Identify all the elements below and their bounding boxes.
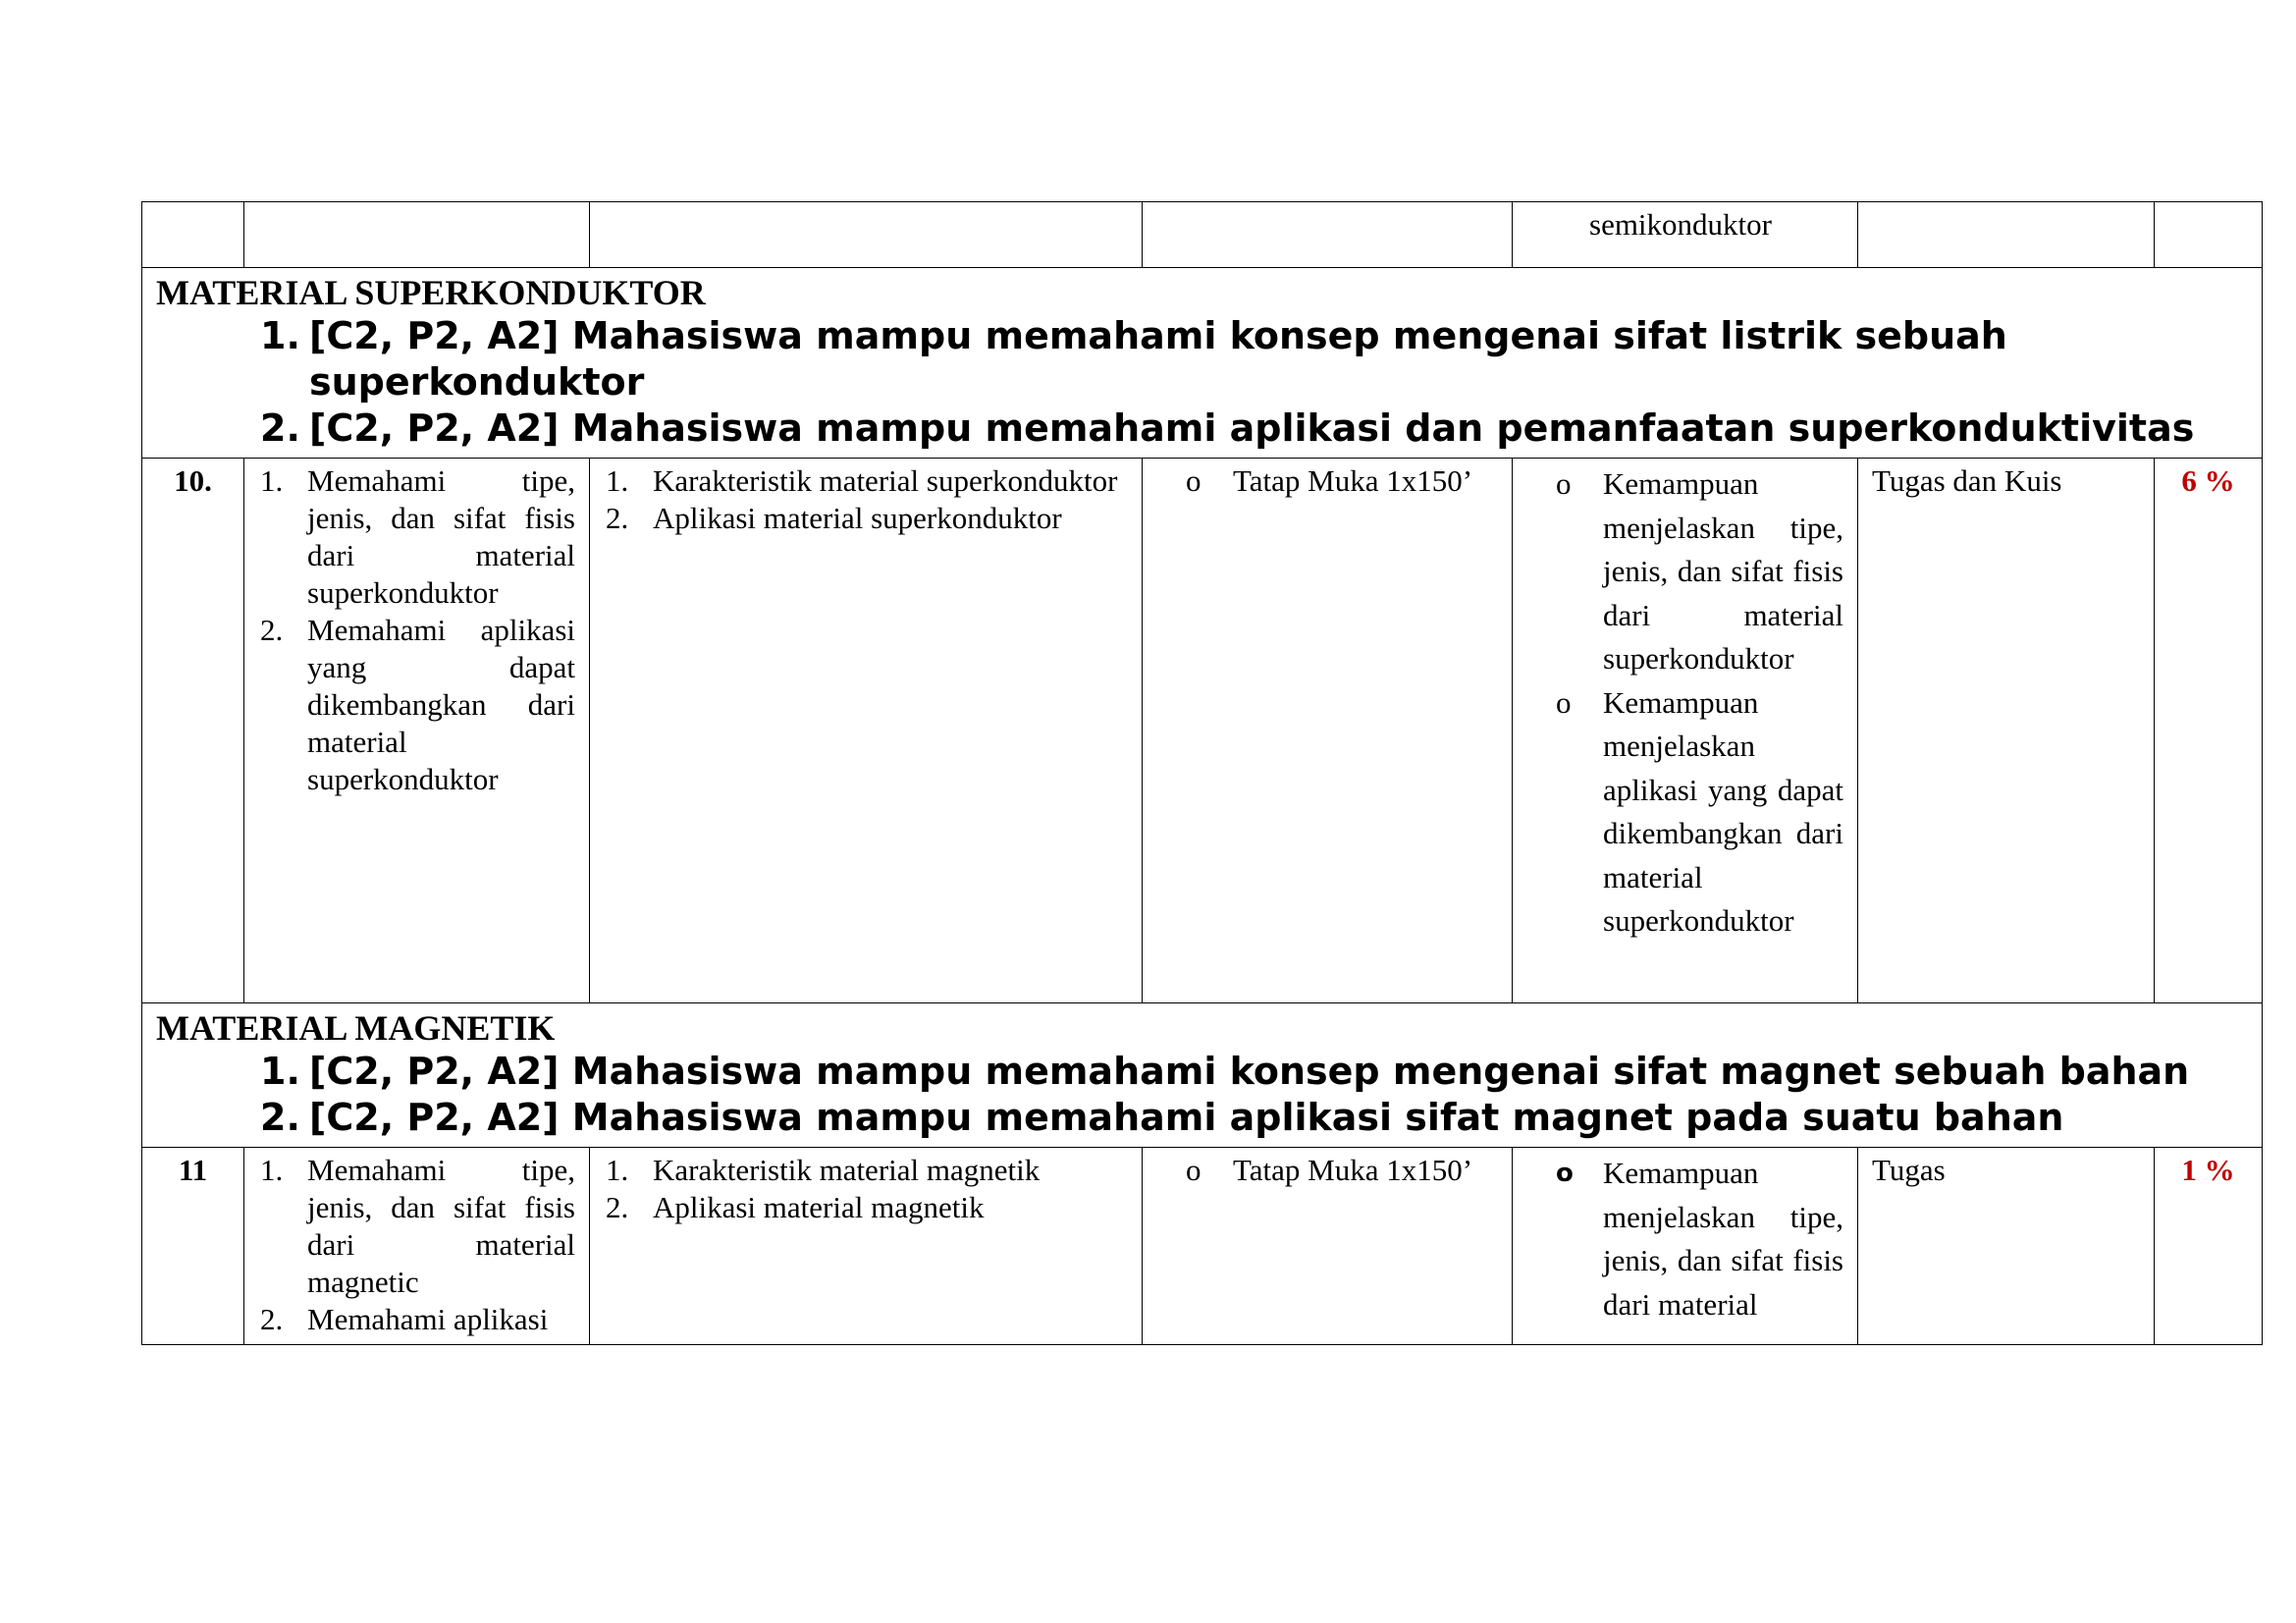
indicator-item: o Kemampuan menjelaskan tipe, jenis, dan sifat fisis dari material superkonduktor — [1526, 462, 1843, 681]
assessment-cell: Tugas — [1858, 1148, 2155, 1345]
table-row-week-10 — [142, 459, 2263, 1003]
ability-item: Memahami aplikasi yang dapat dikembangkan dari material superkonduktor — [307, 613, 575, 796]
indicator-item: o Kemampuan menjelaskan aplikasi yang dapat dikembangkan dari material superkonduktor — [1526, 681, 1843, 944]
method-item: o Tatap Muka 1x150’ — [1156, 462, 1498, 500]
material-cell — [590, 1148, 1143, 1345]
method-cell — [1143, 202, 1513, 268]
table-row-week-11 — [142, 1148, 2263, 1345]
section-title: MATERIAL SUPERKONDUKTOR — [156, 273, 706, 312]
week-cell — [142, 202, 244, 268]
continued-row — [142, 202, 2263, 268]
material-item: Aplikasi material magnetik — [653, 1190, 985, 1224]
ability-item: Memahami aplikasi — [307, 1302, 549, 1336]
indicator-cell — [1513, 459, 1858, 1003]
objective-item: [C2, P2, A2] Mahasiswa mampu memahami konsep mengenai sifat magnet sebuah bahan — [309, 1050, 2190, 1093]
assessment-cell: Tugas dan Kuis — [1858, 459, 2155, 1003]
section-title: MATERIAL MAGNETIK — [156, 1008, 556, 1048]
objective-list — [156, 1049, 2248, 1141]
section-header-superkonduktor — [142, 268, 2263, 459]
objective-item: [C2, P2, A2] Mahasiswa mampu memahami aplikasi dan pemanfaatan superkonduktivitas — [309, 406, 2195, 450]
indicator-cell — [1513, 1148, 1858, 1345]
indicator-text: semikonduktor — [1589, 207, 1772, 242]
method-cell — [1143, 459, 1513, 1003]
material-item: Aplikasi material superkonduktor — [653, 501, 1062, 535]
material-cell — [590, 202, 1143, 268]
weight-cell — [2155, 202, 2263, 268]
method-cell — [1143, 1148, 1513, 1345]
objective-item: [C2, P2, A2] Mahasiswa mampu memahami konsep mengenai sifat listrik sebuah superkonduktor — [309, 314, 2007, 404]
objective-list — [156, 313, 2248, 452]
indicator-cell — [1513, 202, 1858, 268]
week-number: 11 — [142, 1148, 244, 1345]
ability-cell — [244, 1148, 590, 1345]
material-item: Karakteristik material magnetik — [653, 1153, 1041, 1187]
ability-item: Memahami tipe, jenis, dan sifat fisis dari material superkonduktor — [307, 463, 575, 610]
objective-item: [C2, P2, A2] Mahasiswa mampu memahami aplikasi sifat magnet pada suatu bahan — [309, 1096, 2064, 1139]
material-item: Karakteristik material superkonduktor — [653, 463, 1118, 498]
section-header-magnetik — [142, 1003, 2263, 1148]
weight-cell: 1 % — [2155, 1148, 2263, 1345]
week-number: 10. — [142, 459, 244, 1003]
ability-item: Memahami tipe, jenis, dan sifat fisis dari material magnetic — [307, 1153, 575, 1299]
material-cell — [590, 459, 1143, 1003]
assessment-cell — [1858, 202, 2155, 268]
weight-cell: 6 % — [2155, 459, 2263, 1003]
ability-cell — [244, 202, 590, 268]
indicator-item: o Kemampuan menjelaskan tipe, jenis, dan sifat fisis dari material — [1526, 1152, 1843, 1326]
rps-table — [141, 201, 2263, 1345]
method-item: o Tatap Muka 1x150’ — [1156, 1152, 1498, 1189]
ability-cell — [244, 459, 590, 1003]
